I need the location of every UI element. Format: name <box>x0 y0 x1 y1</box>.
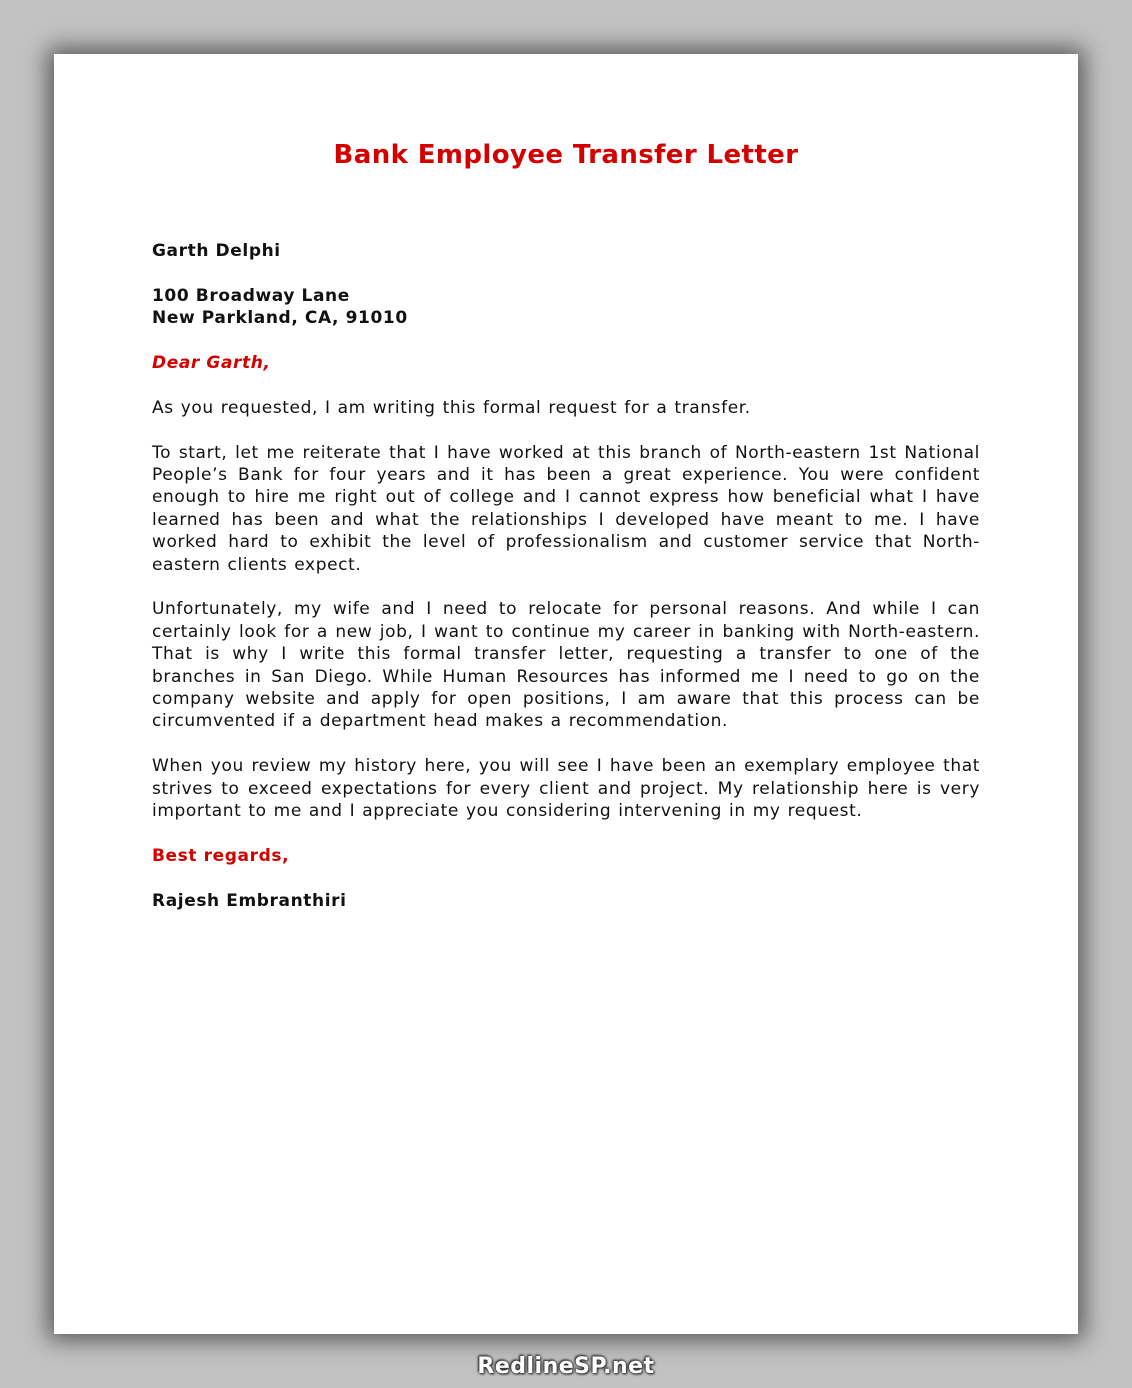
letter-page <box>54 54 1078 1334</box>
letter-title: Bank Employee Transfer Letter <box>333 140 799 170</box>
paragraph-3: Unfortunately, my wife and I need to relocate for personal reasons. And while I can certainly look for a new job, I want to continue my career in banking with North-eastern. That is why I write this formal transfer letter, requesting a transfer to one of the branches in San Diego. While Human Resources has informed me I need to go on the company website and apply for open positions, I am aware that this process can be circumvented if a department head makes a recommendation. <box>152 599 980 732</box>
site-watermark: RedlineSP.net <box>477 1354 655 1379</box>
paragraph-1: As you requested, I am writing this formal request for a transfer. <box>152 397 751 418</box>
paragraph-2: To start, let me reiterate that I have worked at this branch of North-eastern 1st National People’s Bank for four years and it has been a great experience. You were confident enough to hire me right out of college and I cannot express how beneficial what I have learned has been and what the relationships I developed have meant to me. I have worked hard to exhibit the level of professionalism and customer service that North-eastern clients expect. <box>152 442 980 575</box>
closing: Best regards, <box>152 845 290 866</box>
recipient-name: Garth Delphi <box>152 241 281 261</box>
paragraph-4: When you review my history here, you will see I have been an exemplary employee that strives to exceed expectations for every client and project. My relationship here is very important to me and I appreciate you considering intervening in my request. <box>152 756 980 822</box>
signature-name: Rajesh Embranthiri <box>152 890 347 911</box>
address-line-2: New Parkland, CA, 91010 <box>152 308 408 329</box>
salutation: Dear Garth, <box>152 353 271 373</box>
letter-body <box>152 240 980 912</box>
address-line-1: 100 Broadway Lane <box>152 285 350 306</box>
